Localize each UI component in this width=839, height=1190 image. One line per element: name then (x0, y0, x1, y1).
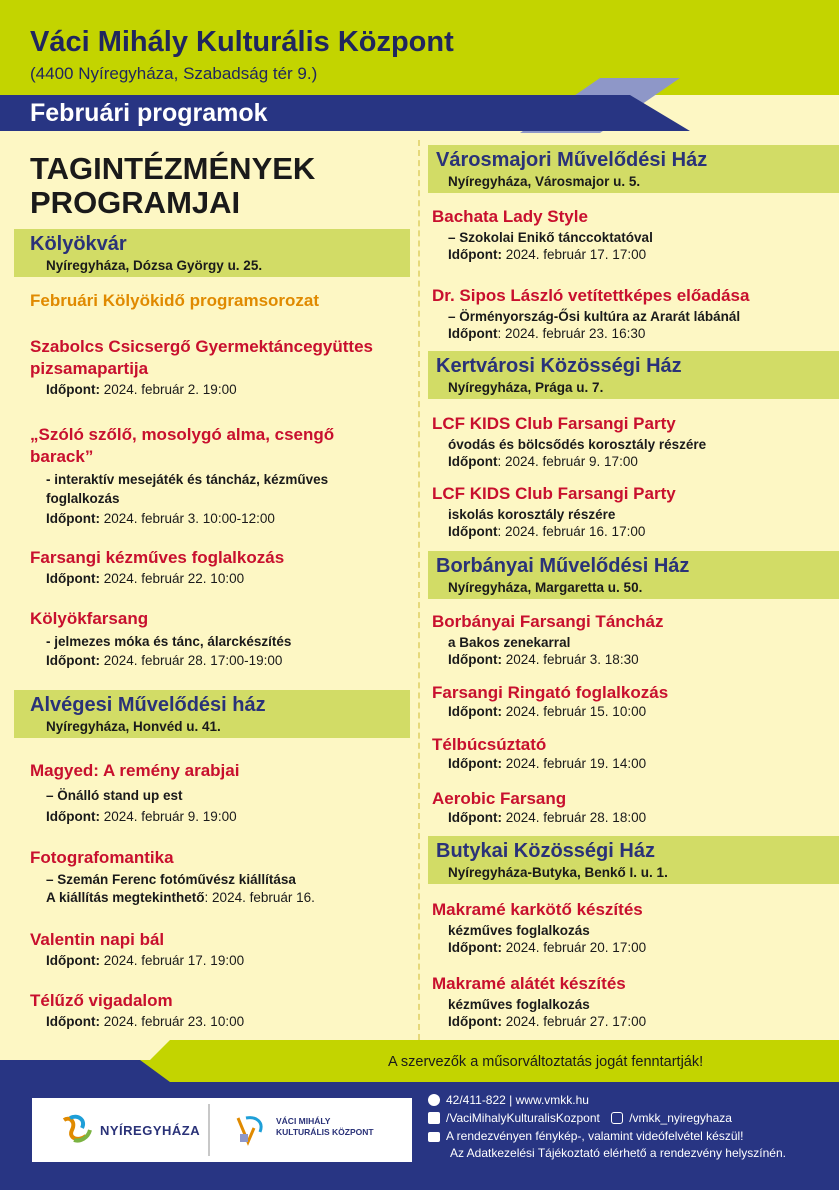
logo-vmkk-text: VÁCI MIHÁLY KULTURÁLIS KÖZPONT (276, 1116, 374, 1137)
logo-city-text: NYÍREGYHÁZA (100, 1123, 201, 1138)
event-item (432, 899, 832, 955)
event-subtitle: – Szokolai Enikő tánccoktatóval (448, 230, 653, 245)
event-item (30, 336, 405, 397)
event-time: Időpont: 2024. február 20. 17:00 (448, 940, 647, 955)
header-address: (4400 Nyíregyháza, Szabadság tér 9.) (30, 64, 318, 83)
contact-phone-web[interactable]: 42/411-822 | www.vmkk.hu (428, 1093, 589, 1107)
venue-name: Alvégesi Művelődési ház (30, 694, 266, 716)
event-title: Magyed: A remény arabjai (30, 761, 240, 780)
event-subtitle: kézműves foglalkozás (448, 923, 590, 938)
event-title: Farsangi Ringató foglalkozás (432, 683, 669, 702)
venue-address: Nyíregyháza, Honvéd u. 41. (46, 719, 221, 734)
event-subtitle: - interaktív mesejáték és táncház, kézműves foglalkozás (46, 472, 329, 506)
event-subtitle: - jelmezes móka és tánc, álarckészítés (46, 634, 292, 649)
event-item (30, 929, 405, 968)
event-item (432, 973, 832, 1029)
event-item (432, 611, 832, 667)
event-item (30, 424, 370, 526)
event-time: Időpont: 2024. február 17. 19:00 (46, 953, 245, 968)
event-time: Időpont: 2024. február 23. 10:00 (46, 1014, 245, 1029)
event-time: Időpont: 2024. február 3. 18:30 (448, 652, 639, 667)
event-item (432, 206, 832, 262)
event-title: Télűző vigadalom (30, 991, 173, 1010)
event-time: Időpont: 2024. február 22. 10:00 (46, 571, 245, 586)
event-subtitle: óvodás és bölcsődés korosztály részére (448, 437, 707, 452)
event-subtitle: kézműves foglalkozás (448, 997, 590, 1012)
footer-disclaimer: A szervezők a műsorváltoztatás jogát fenntartják! (388, 1054, 704, 1070)
event-item (432, 682, 832, 719)
vmkk-logo-icon (234, 1112, 268, 1146)
event-title: „Szóló szőlő, mosolygó alma, csengő barack” (30, 425, 335, 466)
venue-address: Nyíregyháza, Városmajor u. 5. (448, 174, 641, 189)
event-item (432, 788, 832, 825)
event-title: Aerobic Farsang (432, 789, 567, 808)
venue-header-kertvarosi (428, 351, 839, 399)
event-item (30, 547, 405, 586)
event-item (30, 760, 405, 824)
venue-name: Kertvárosi Közösségi Ház (436, 355, 682, 377)
event-title: Valentin napi bál (30, 930, 165, 949)
event-time: Időpont: 2024. február 2. 19:00 (46, 382, 237, 397)
nyiregyhaza-logo-icon (60, 1112, 94, 1146)
event-title: Bachata Lady Style (432, 207, 588, 226)
event-title: Szabolcs Csicsergő Gyermektáncegyüttes pizsamapartija (30, 337, 373, 378)
event-time: Időpont: 2024. február 16. 17:00 (448, 524, 646, 539)
event-time: A kiállítás megtekinthető: 2024. február 16. (46, 890, 315, 905)
event-time: Időpont: 2024. február 27. 17:00 (448, 1014, 647, 1029)
instagram-icon (611, 1112, 623, 1124)
event-time: Időpont: 2024. február 9. 19:00 (46, 809, 237, 824)
event-title: Fotografomantika (30, 848, 174, 867)
event-item (432, 413, 832, 469)
event-time: Időpont: 2024. február 23. 16:30 (448, 326, 646, 341)
event-time: Időpont: 2024. február 28. 17:00-19:00 (46, 653, 283, 668)
program-series-title: Februári Kölyökidő programsorozat (30, 291, 320, 310)
venue-header-varosmajori (428, 145, 839, 193)
venue-address: Nyíregyháza-Butyka, Benkő I. u. 1. (448, 865, 668, 880)
facebook-icon (428, 1112, 440, 1124)
event-title: Dr. Sipos László vetítettképes előadása (432, 286, 750, 305)
event-title: Makramé alátét készítés (432, 974, 626, 993)
event-title: Farsangi kézműves foglalkozás (30, 548, 285, 567)
venue-name: Kölyökvár (30, 233, 127, 255)
event-time: Időpont: 2024. február 9. 17:00 (448, 454, 638, 469)
venue-address: Nyíregyháza, Margaretta u. 50. (448, 580, 643, 595)
venue-header-alvegesi (14, 690, 410, 738)
venue-header-butykai (428, 836, 839, 884)
event-title: Télbúcsúztató (432, 735, 547, 754)
venue-name: Borbányai Művelődési Ház (436, 555, 690, 577)
event-title: Makramé karkötő készítés (432, 900, 643, 919)
camera-icon (428, 1132, 440, 1142)
page-title: Váci Mihály Kulturális Központ (30, 26, 454, 58)
venue-name: Butykai Közösségi Ház (436, 840, 655, 862)
venue-address: Nyíregyháza, Prága u. 7. (448, 380, 604, 395)
phone-icon (428, 1094, 440, 1106)
event-item (30, 608, 405, 668)
photo-notice: A rendezvényen fénykép-, valamint videófelvétel készül! (428, 1129, 744, 1143)
event-time: Időpont: 2024. február 3. 10:00-12:00 (46, 511, 275, 526)
event-title: LCF KIDS Club Farsangi Party (432, 414, 676, 433)
event-subtitle: – Szemán Ferenc fotóművész kiállítása (46, 872, 296, 887)
contact-social[interactable]: /VaciMihalyKulturalisKozpont /vmkk_nyiregyhaza (428, 1111, 732, 1125)
event-item (432, 734, 832, 771)
event-subtitle: iskolás korosztály részére (448, 507, 616, 522)
event-item (30, 847, 405, 905)
event-time: Időpont: 2024. február 17. 17:00 (448, 247, 647, 262)
banner-title: Februári programok (30, 99, 268, 127)
main-heading: TAGINTÉZMÉNYEK PROGRAMJAI (30, 151, 316, 220)
logo-panel (32, 1098, 412, 1162)
logo-separator (208, 1104, 210, 1156)
privacy-notice: Az Adatkezelési Tájékoztató elérhető a rendezvény helyszínén. (450, 1146, 786, 1160)
event-time: Időpont: 2024. február 28. 18:00 (448, 810, 647, 825)
event-title: LCF KIDS Club Farsangi Party (432, 484, 676, 503)
event-item (432, 285, 832, 341)
event-time: Időpont: 2024. február 19. 14:00 (448, 756, 647, 771)
venue-address: Nyíregyháza, Dózsa György u. 25. (46, 258, 263, 273)
event-subtitle: – Önálló stand up est (46, 788, 183, 803)
venue-header-kolyokvar (14, 229, 410, 277)
event-item (30, 990, 405, 1029)
event-time: Időpont: 2024. február 15. 10:00 (448, 704, 647, 719)
column-divider (418, 140, 420, 1040)
event-title: Borbányai Farsangi Táncház (432, 612, 664, 631)
venue-name: Városmajori Művelődési Ház (436, 149, 708, 171)
event-title: Kölyökfarsang (30, 609, 149, 628)
event-item (432, 483, 832, 539)
event-subtitle: – Örményország-Ősi kultúra az Ararát lábánál (448, 309, 741, 324)
venue-header-borbanyai (428, 551, 839, 599)
event-subtitle: a Bakos zenekarral (448, 635, 571, 650)
